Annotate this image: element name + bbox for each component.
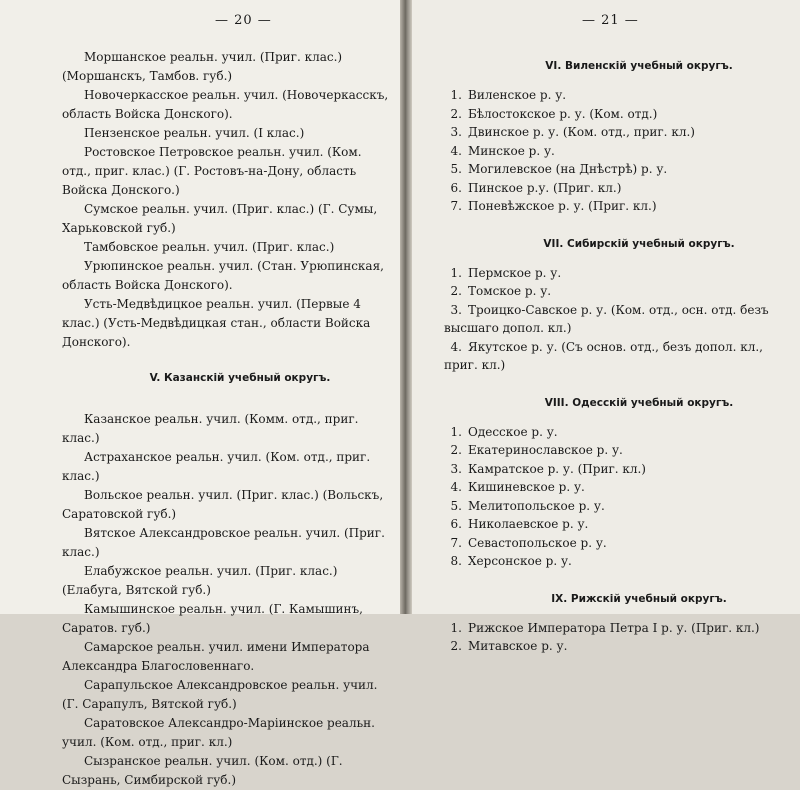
item-number: 6. [450, 180, 462, 195]
list-item: Усть-Медвѣдицкое реальн. учил. (Первые 4 клас.) (Усть-Медвѣдицкая стан., области Войска Донского). [62, 297, 371, 349]
list-item: Новочеркасское реальн. учил. (Новочеркасскъ, область Войска Донского). [62, 88, 389, 121]
section-heading: VI. Виленскій учебный округъ. [545, 60, 733, 72]
list-item: Камышинское реальн. учил. (Г. Камышинъ, Саратов. губ.) [62, 602, 363, 635]
list-item [444, 142, 794, 161]
list-item: Вятское Александровское реальн. учил. (Приг. клас.) [62, 526, 385, 559]
list-item [444, 264, 794, 283]
item-number: 1. [450, 424, 462, 439]
item-number: 2. [450, 443, 462, 457]
school-list [444, 86, 794, 216]
section-heading: IX. Рижскій учебный округъ. [551, 592, 727, 605]
page-number: — 21 — [582, 13, 639, 28]
entries-top [62, 48, 394, 352]
item-number: 2. [450, 106, 462, 121]
list-item: Елабужское реальн. учил. (Приг. клас.) (Елабуга, Вятской губ.) [62, 564, 338, 597]
entries-bottom [62, 410, 394, 790]
item-text: Николаевское р. у. [468, 517, 589, 531]
list-item: Вольское реальн. учил. (Приг. клас.) (Вольскъ, Саратовской губ.) [62, 488, 384, 521]
list-item [444, 534, 794, 553]
item-number: 1. [450, 88, 462, 102]
book-gutter [400, 0, 412, 614]
item-number: 4. [450, 143, 462, 158]
item-text: Митавское р. у. [468, 639, 568, 653]
list-item: Казанское реальн. учил. (Комм. отд., приг. клас.) [62, 412, 359, 445]
item-text: Троицко-Савское р. у. (Ком. отд., осн. отд. безъ высшаго допол. кл.) [444, 302, 769, 335]
list-item [444, 552, 794, 571]
list-item [444, 515, 794, 534]
list-item [444, 86, 794, 105]
list-item [444, 478, 794, 497]
item-text: Екатеринославское р. у. [468, 443, 623, 457]
item-text: Поневѣжское р. у. (Приг. кл.) [468, 199, 657, 213]
item-text: Томское р. у. [468, 284, 552, 298]
list-item [444, 423, 794, 442]
item-number: 1. [450, 620, 462, 635]
item-text: Херсонское р. у. [468, 554, 572, 568]
item-number: 7. [450, 199, 462, 213]
right-page [412, 0, 800, 653]
item-number: 2. [450, 639, 462, 653]
list-item: Пензенское реальн. учил. (I клас.) [84, 126, 305, 140]
school-list [444, 619, 794, 656]
item-number: 6. [450, 517, 462, 531]
list-item: Самарское реальн. учил. имени Императора Александра Благословеннаго. [62, 640, 370, 673]
item-number: 3. [450, 302, 462, 317]
left-page [0, 0, 400, 787]
item-text: Камратское р. у. (Приг. кл.) [468, 461, 646, 476]
list-item: Сызранское реальн. учил. (Ком. отд.) (Г. Сызрань, Симбирской губ.) [62, 754, 343, 787]
list-item: Ростовское Петровское реальн. учил. (Ком. отд., приг. клас.) (Г. Ростовъ-на-Дону, область Войска Донского.) [62, 145, 362, 197]
item-number: 2. [450, 284, 462, 298]
item-number: 1. [450, 265, 462, 280]
item-text: Якутское р. у. (Съ основ. отд., безъ допол. кл., приг. кл.) [444, 339, 763, 372]
list-item [444, 497, 794, 516]
section-heading: VIII. Одесскій учебный округъ. [544, 396, 734, 409]
item-text: Бѣлостокское р. у. (Ком. отд.) [468, 106, 658, 121]
district-section [444, 397, 794, 571]
list-item: Саратовское Александро-Маріинское реальн. учил. (Ком. отд., приг. кл.) [62, 716, 375, 749]
item-text: Минское р. у. [468, 143, 555, 158]
list-item: Астраханское реальн. учил. (Ком. отд., приг. клас.) [62, 450, 371, 483]
list-item [444, 441, 794, 460]
list-item [444, 338, 794, 375]
list-item: Сарапульское Александровское реальн. учил. (Г. Сарапулъ, Вятской губ.) [62, 678, 378, 711]
district-section [444, 238, 794, 375]
item-number: 5. [450, 162, 462, 176]
list-item: Урюпинское реальн. учил. (Стан. Урюпинская, область Войска Донского). [62, 259, 384, 292]
page-number: — 20 — [215, 13, 272, 28]
list-item: Моршанское реальн. учил. (Приг. клас.) (Моршанскъ, Тамбов. губ.) [62, 50, 343, 83]
section-heading: VII. Сибирскій учебный округъ. [543, 237, 735, 250]
district-section [444, 60, 794, 216]
district-section [444, 593, 794, 656]
item-text: Одесское р. у. [468, 424, 558, 439]
item-text: Двинское р. у. (Ком. отд., приг. кл.) [468, 125, 695, 139]
section-heading: V. Казанскій учебный округъ. [149, 372, 331, 384]
item-text: Севастопольское р. у. [468, 535, 607, 550]
list-item: Тамбовское реальн. учил. (Приг. клас.) [84, 240, 335, 254]
school-list [444, 264, 794, 375]
item-number: 3. [450, 125, 462, 139]
list-item [444, 619, 794, 638]
list-item [444, 460, 794, 479]
list-item [444, 123, 794, 142]
item-text: Могилевское (на Днѣстрѣ) р. у. [468, 162, 668, 176]
item-text: Виленское р. у. [468, 88, 567, 102]
list-item [444, 179, 794, 198]
item-number: 8. [450, 554, 462, 568]
list-item [444, 282, 794, 301]
item-text: Кишиневское р. у. [468, 480, 585, 494]
list-item [444, 301, 794, 338]
item-number: 5. [450, 498, 462, 513]
item-number: 4. [450, 480, 462, 494]
item-text: Рижское Императора Петра I р. у. (Приг. кл.) [468, 620, 760, 635]
item-text: Мелитопольское р. у. [468, 498, 605, 513]
item-text: Пинское р.у. (Приг. кл.) [468, 180, 622, 195]
item-text: Пермское р. у. [468, 265, 562, 280]
list-item: Сумское реальн. учил. (Приг. клас.) (Г. Сумы, Харьковской губ.) [62, 202, 378, 235]
item-number: 7. [450, 535, 462, 550]
school-list [444, 423, 794, 571]
item-number: 4. [450, 339, 462, 354]
item-number: 3. [450, 461, 462, 476]
list-item [444, 637, 794, 656]
list-item [444, 160, 794, 179]
list-item [444, 105, 794, 124]
left-page-body [62, 48, 394, 790]
right-page-body [444, 60, 794, 678]
list-item [444, 197, 794, 216]
